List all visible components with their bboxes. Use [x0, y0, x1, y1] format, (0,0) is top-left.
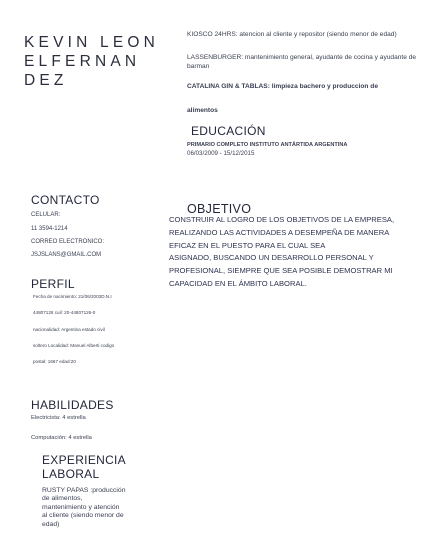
- education-dates: 06/03/2009 - 15/12/2015: [187, 150, 255, 157]
- experience-line: mantenimiento y atención: [42, 503, 120, 511]
- name-line-1: KEVIN LEON: [24, 34, 160, 51]
- experience-title-line: LABORAL: [42, 467, 100, 481]
- skill-item: Electricista: 4 estrella: [31, 415, 86, 421]
- profile-line: Fecha de nacimiento: 21/06/2003D.N.I: [33, 294, 112, 299]
- name-line-2: ELFERNAN: [24, 53, 141, 70]
- experience-rusty-papas: [42, 487, 152, 529]
- experience-title: [42, 453, 126, 481]
- objective-text: [169, 214, 417, 291]
- phone-label: CELULAR:: [31, 212, 61, 218]
- education-school: PRIMARIO COMPLETO INSTITUTO ANTÁRTIDA ARGENTINA: [187, 142, 348, 148]
- objective-line: REALIZANDO LAS ACTIVIDADES A DESEMPEÑA DE MANERA: [169, 227, 390, 237]
- experience-line: edad): [42, 520, 60, 528]
- objective-title: OBJETIVO: [187, 202, 252, 216]
- contact-title: CONTACTO: [31, 193, 100, 207]
- profile-line: soltero Localidad: Manuel Alberti codigo: [33, 343, 115, 348]
- experience-line: al cliente (siendo menor de: [42, 512, 124, 520]
- objective-line: CONSTRUIR AL LOGRO DE LOS OBJETIVOS DE LA EMPRESA,: [169, 215, 395, 224]
- experience-item-catalina-cont: alimentos: [187, 107, 218, 114]
- email-label: CORREO ELECTRONICO:: [31, 239, 105, 245]
- experience-item-lassenburger: LASSENBURGER: mantenimiento general, ayudante de cocina y ayudante de barman: [187, 54, 417, 70]
- objective-line: CAPACIDAD EN EL ÁMBITO LABORAL.: [169, 278, 307, 288]
- experience-item-kiosco: KIOSCO 24HRS: atencion al cliente y repositor (siendo menor de edad): [187, 31, 397, 38]
- objective-line: ASIGNADO, BUSCANDO UN DESARROLLO PERSONAL Y: [169, 253, 374, 263]
- name-line-3: DEZ: [24, 72, 68, 89]
- profile-title: PERFIL: [31, 277, 75, 291]
- objective-line: EFICAZ EN EL PUESTO PARA EL CUAL SEA: [169, 240, 326, 250]
- objective-line: PROFESIONAL, SIEMPRE QUE SEA POSIBLE DEMOSTRAR MI: [169, 266, 393, 276]
- phone-value: 11 3594-1214: [31, 226, 68, 232]
- skills-title: HABILIDADES: [31, 398, 114, 412]
- experience-title-line: EXPERIENCIA: [42, 453, 126, 467]
- experience-line: de alimentos,: [42, 495, 83, 503]
- profile-line: 44807126 cuil: 20-44807126-0: [33, 310, 96, 315]
- experience-line: RUSTY PAPAS :producción: [42, 487, 126, 494]
- experience-item-catalina: CATALINA GIN & TABLAS: limpieza bachero y produccion de: [187, 83, 378, 90]
- profile-line: nacionalidad: Argentina estado civil: [33, 327, 105, 332]
- education-title: EDUCACIÓN: [191, 124, 266, 138]
- skill-item: Computación: 4 estrella: [31, 435, 92, 441]
- email-value: JSJSLANS@GMAIL.COM: [31, 252, 102, 258]
- candidate-name: [24, 33, 159, 90]
- profile-line: postal: 1667 edad:20: [33, 359, 76, 364]
